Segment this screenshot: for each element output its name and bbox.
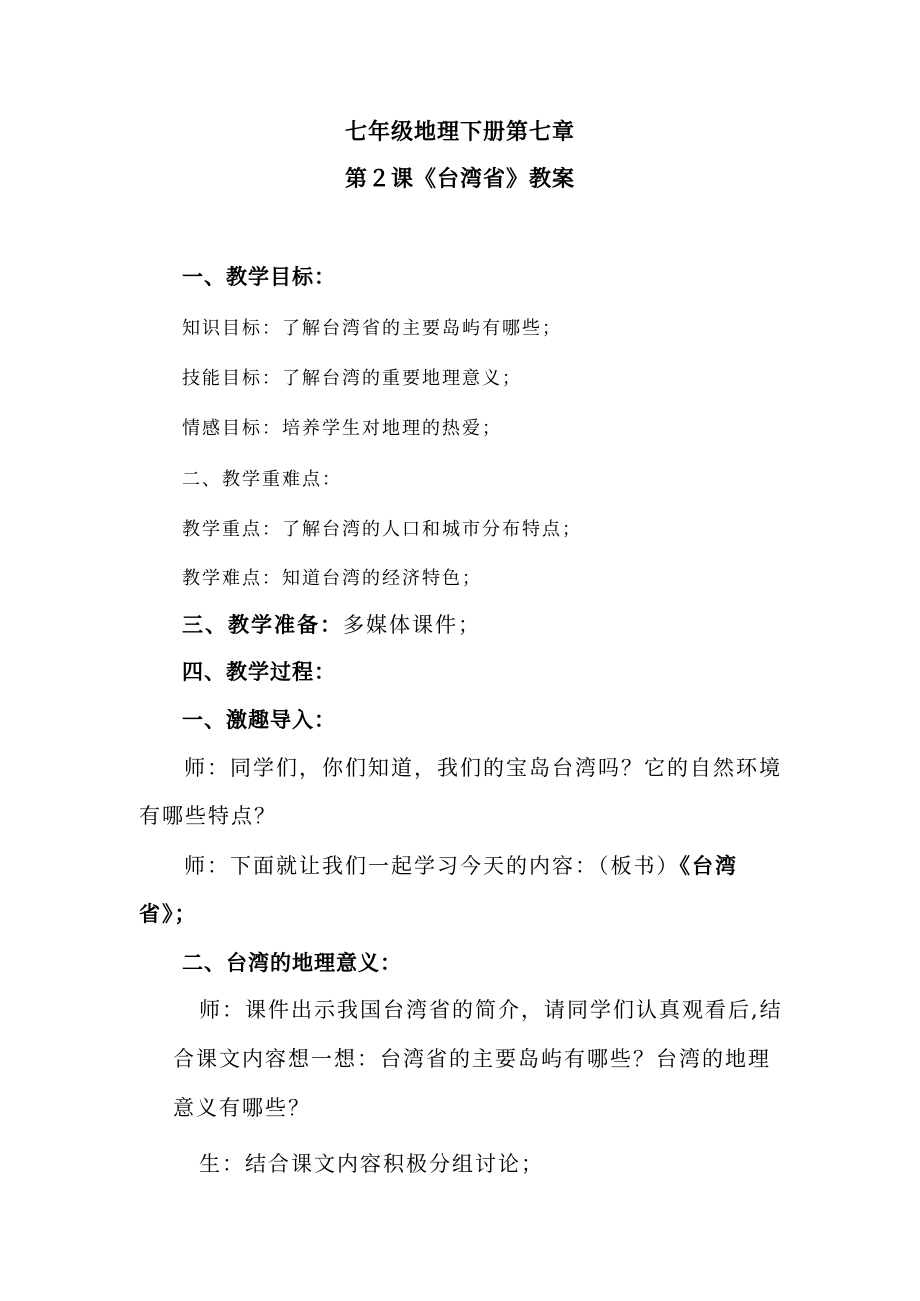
section-2-heading: 二、教学重难点：	[182, 469, 342, 490]
paragraph-4-line1: 生：结合课文内容积极分组讨论；	[199, 1152, 544, 1176]
section-3-label: 三、教学准备：	[182, 612, 343, 637]
step-2-heading: 二、台湾的地理意义：	[182, 950, 402, 975]
paragraph-3-line1: 师：课件出示我国台湾省的简介，请同学们认真观看后,结	[199, 998, 783, 1022]
section-3-text: 多媒体课件；	[343, 613, 481, 637]
goal-knowledge: 知识目标：了解台湾省的主要岛屿有哪些；	[182, 318, 562, 339]
paragraph-2-bold: 《台湾	[679, 853, 738, 878]
paragraph-3-line3: 意义有哪些？	[173, 1096, 311, 1120]
paragraph-3-line2: 合课文内容想一想：台湾省的主要岛屿有哪些？台湾的地理	[173, 1047, 771, 1071]
difficult-point: 教学难点：知道台湾的经济特色；	[182, 568, 482, 589]
paragraph-1-line1: 师：同学们，你们知道，我们的宝岛台湾吗？它的自然环境	[184, 756, 782, 780]
section-4-heading: 四、教学过程：	[182, 659, 336, 684]
key-point: 教学重点：了解台湾的人口和城市分布特点；	[182, 519, 582, 540]
goal-skill: 技能目标：了解台湾的重要地理意义；	[182, 368, 522, 389]
section-1-heading: 一、教学目标：	[182, 264, 336, 289]
document-title-line1: 七年级地理下册第七章	[344, 119, 575, 145]
goal-emotion: 情感目标：培养学生对地理的热爱；	[182, 418, 502, 439]
section-3-line	[182, 614, 481, 636]
paragraph-1-line2: 有哪些特点？	[139, 804, 277, 828]
paragraph-2-line2: 省》；	[139, 901, 198, 926]
paragraph-2-text: 师：下面就让我们一起学习今天的内容：（板书）	[184, 854, 680, 878]
paragraph-2-line1	[184, 855, 738, 877]
step-1-heading: 一、激趣导入：	[182, 707, 336, 732]
document-title-line2: 第２课《台湾省》教案	[344, 166, 575, 192]
